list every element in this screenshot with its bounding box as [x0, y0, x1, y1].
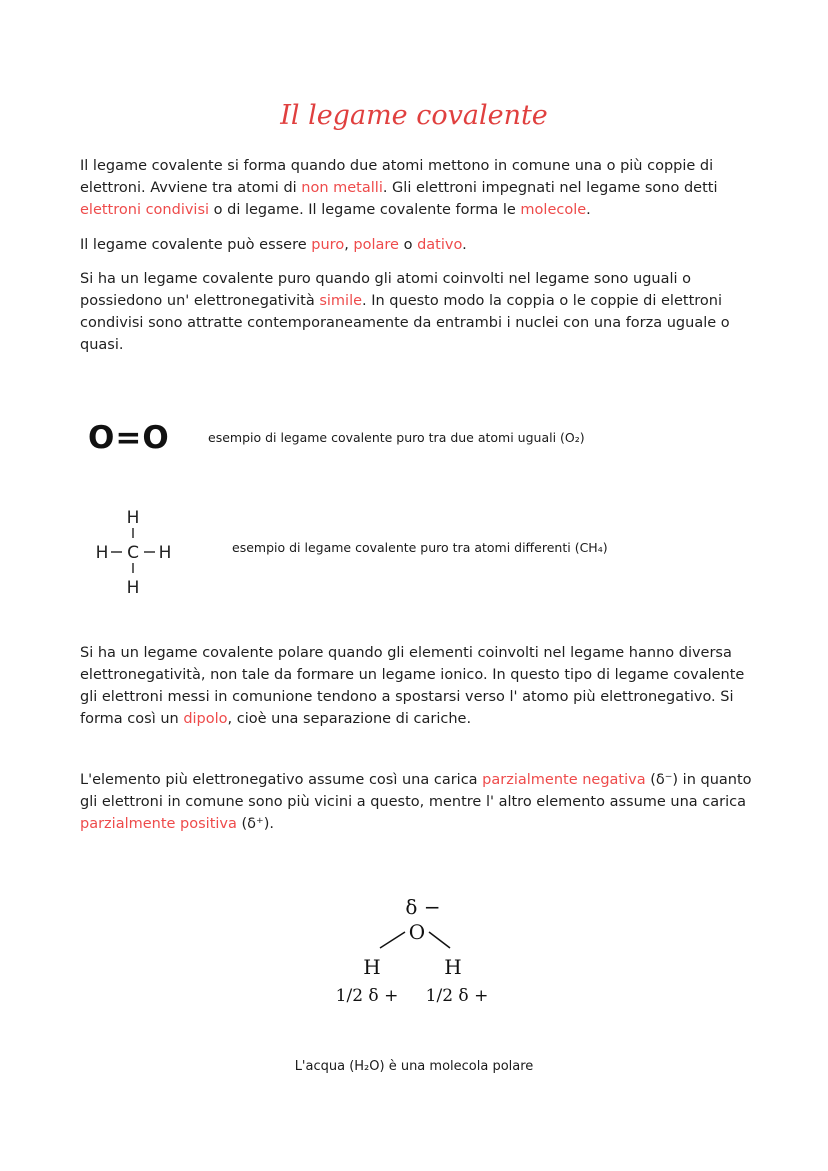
- paragraph-types: Il legame covalente può essere puro, polare o dativo.: [80, 237, 467, 253]
- water-h-charge-right: 1/2 δ +: [425, 986, 489, 1006]
- highlight-parzialmente-negativa: parzialmente negativa: [482, 772, 646, 788]
- ch4-c: C: [127, 543, 139, 563]
- ch4-h-left: H: [95, 543, 109, 563]
- paragraph-partial-charges: L'elemento più elettronegativo assume così una carica parzialmente negativa (δ⁻) in quanto gli elettroni in comune sono più vicini a questo, mentre l' altro elemento assume una carica parzialmente positiva (δ⁺).: [80, 772, 752, 832]
- water-structure: [320, 890, 520, 1020]
- ch4-h-bottom: H: [126, 578, 140, 598]
- water-caption: L'acqua (H₂O) è una molecola polare: [294, 1059, 534, 1074]
- paragraph-definition: Il legame covalente si forma quando due atomi mettono in comune una o più coppie di elettroni. Avviene tra atomi di non metalli. Gli elettroni impegnati nel legame sono detti elettroni condivisi o di legame. Il legame covalente forma le molecole.: [80, 158, 718, 218]
- highlight-non-metalli: non metalli: [301, 180, 383, 196]
- highlight-dativo: dativo: [417, 237, 463, 253]
- highlight-puro: puro: [311, 237, 345, 253]
- highlight-dipolo: dipolo: [183, 711, 228, 727]
- water-o-charge: δ −: [405, 895, 441, 919]
- water-h-left: H: [363, 955, 381, 979]
- highlight-parzialmente-positiva: parzialmente positiva: [80, 816, 237, 832]
- ch4-structure: [80, 500, 200, 600]
- water-o: O: [408, 920, 426, 944]
- water-h-right: H: [444, 955, 462, 979]
- o2-formula: O=O: [88, 420, 170, 456]
- water-h-charge-left: 1/2 δ +: [335, 986, 399, 1006]
- highlight-molecole: molecole: [520, 202, 587, 218]
- o2-caption: esempio di legame covalente puro tra due atomi uguali (O₂): [208, 430, 585, 445]
- highlight-polare: polare: [353, 237, 399, 253]
- paragraph-pure-bond: Si ha un legame covalente puro quando gli atomi coinvolti nel legame sono uguali o possiedono un' elettronegatività simile. In questo modo la coppia o le coppie di elettroni condivisi sono attratte contemporaneamente da entrambi i nuclei con una forza uguale o quasi.: [80, 271, 730, 353]
- ch4-h-top: H: [126, 508, 140, 528]
- paragraph-polar-bond: Si ha un legame covalente polare quando gli elementi coinvolti nel legame hanno diversa elettronegatività, non tale da formare un legame ionico. In questo tipo di legame covalente gli elettroni messi in comunione tendono a spostarsi verso l' atomo più elettronegativo. Si forma così un dipolo, cioè una separazione di cariche.: [80, 645, 745, 727]
- highlight-elettroni-condivisi: elettroni condivisi: [80, 202, 210, 218]
- page-title: Il legame covalente: [280, 100, 548, 131]
- ch4-caption: esempio di legame covalente puro tra atomi differenti (CH₄): [232, 540, 608, 555]
- ch4-h-right: H: [158, 543, 172, 563]
- highlight-simile: simile: [319, 293, 363, 309]
